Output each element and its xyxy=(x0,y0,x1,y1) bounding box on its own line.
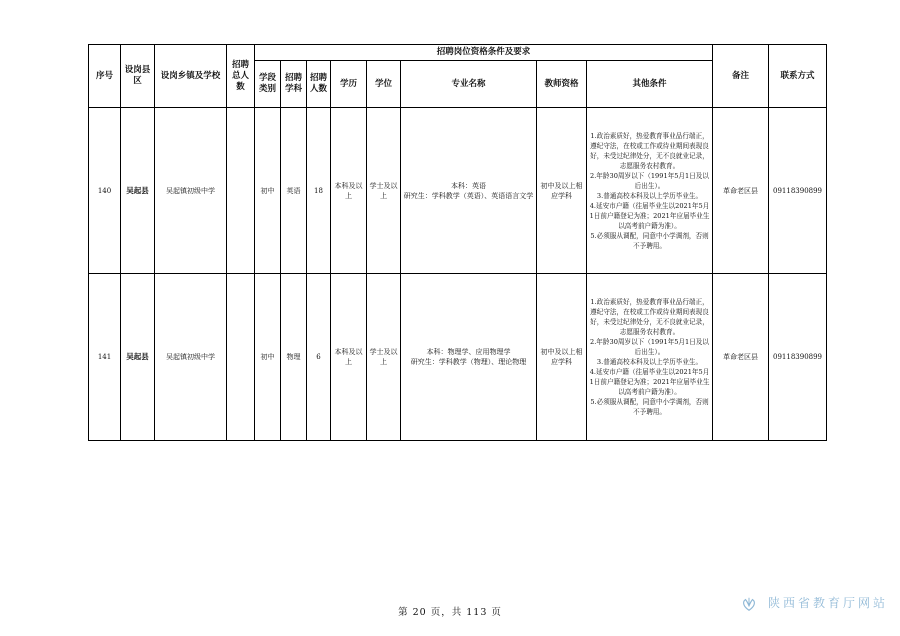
header-teacher-cert: 教师资格 xyxy=(537,61,587,108)
header-group: 招聘岗位资格条件及要求 xyxy=(255,45,713,61)
header-total: 招聘总人数 xyxy=(227,45,255,108)
cell-education: 本科及以上 xyxy=(331,108,367,274)
other-line: 3.普通高校本科及以上学历毕业生。 xyxy=(596,191,703,200)
cell-teacher-cert: 初中及以上相应学科 xyxy=(537,108,587,274)
cell-teacher-cert: 初中及以上相应学科 xyxy=(537,274,587,441)
cell-major xyxy=(401,108,537,274)
recruitment-table xyxy=(88,44,827,441)
cell-contact: 09118390899 xyxy=(769,274,827,441)
other-line: 1.政治素质好，热爱教育事业品行端正，遵纪守法，在校或工作或待业期间表现良好，未受过纪律处分，无不良就业记录，志愿服务农村教育。 xyxy=(590,131,709,170)
cell-school: 吴起镇初级中学 xyxy=(155,108,227,274)
major-line: 本科：物理学、应用物理学 xyxy=(426,348,511,356)
other-line: 3.普通高校本科及以上学历毕业生。 xyxy=(596,358,703,366)
cell-county: 吴起县 xyxy=(121,108,155,274)
other-line: 2.年龄30周岁以下（1991年5月1日及以后出生）。 xyxy=(590,171,709,190)
cell-stage: 初中 xyxy=(255,274,281,441)
cell-total xyxy=(227,274,255,441)
watermark-text: 陕西省教育厅网站 xyxy=(767,596,888,610)
header-subject: 招聘学科 xyxy=(281,61,307,108)
cell-total xyxy=(227,108,255,274)
cell-count: 18 xyxy=(307,108,331,274)
major-line: 研究生：学科教学（物理）、理论物理 xyxy=(410,358,527,366)
other-line: 4.延安市户籍（往届毕业生以2021年5月1日前户籍登记为准；2021年应届毕业生以高考前户籍为准）。 xyxy=(589,201,710,230)
header-contact: 联系方式 xyxy=(769,45,827,108)
cell-stage: 初中 xyxy=(255,108,281,274)
cell-degree: 学士及以上 xyxy=(367,108,401,274)
cell-count: 6 xyxy=(307,274,331,441)
header-stage: 学段类别 xyxy=(255,61,281,108)
header-education: 学历 xyxy=(331,61,367,108)
header-index: 序号 xyxy=(89,45,121,108)
page-footer: 第 20 页，共 113 页 xyxy=(398,607,502,618)
cell-remark: 革命老区县 xyxy=(713,274,769,441)
watermark xyxy=(740,594,888,612)
header-other: 其他条件 xyxy=(587,61,713,108)
header-remark: 备注 xyxy=(713,45,769,108)
other-line: 4.延安市户籍（往届毕业生以2021年5月1日前户籍登记为准；2021年应届毕业生以高考前户籍为准）。 xyxy=(589,368,710,396)
cell-remark: 革命老区县 xyxy=(713,108,769,274)
header-school: 设岗乡镇及学校 xyxy=(155,45,227,108)
other-line: 5.必须服从调配，同意中小学调剂，否则不予聘用。 xyxy=(590,398,709,416)
cell-index: 141 xyxy=(89,274,121,441)
header-count: 招聘人数 xyxy=(307,61,331,108)
cell-major xyxy=(401,274,537,441)
cell-contact: 09118390899 xyxy=(769,108,827,274)
cell-subject: 英语 xyxy=(281,108,307,274)
header-major: 专业名称 xyxy=(401,61,537,108)
table-row xyxy=(89,274,827,441)
cell-subject: 物理 xyxy=(281,274,307,441)
other-line: 1.政治素质好，热爱教育事业品行端正，遵纪守法，在校或工作或待业期间表现良好，未受过纪律处分，无不良就业记录，志愿服务农村教育。 xyxy=(590,298,709,336)
other-line: 2.年龄30周岁以下（1991年5月1日及以后出生）。 xyxy=(590,338,709,356)
other-line: 5.必须服从调配，同意中小学调剂，否则不予聘用。 xyxy=(590,231,709,250)
flower-logo-icon xyxy=(740,596,758,612)
cell-education: 本科及以上 xyxy=(331,274,367,441)
cell-other xyxy=(587,108,713,274)
cell-county: 吴起县 xyxy=(121,274,155,441)
major-line: 本科：英语 xyxy=(451,181,486,190)
header-county: 设岗县区 xyxy=(121,45,155,108)
cell-index: 140 xyxy=(89,108,121,274)
cell-other xyxy=(587,274,713,441)
table-row xyxy=(89,108,827,274)
header-degree: 学位 xyxy=(367,61,401,108)
major-line: 研究生：学科教学（英语）、英语语言文学 xyxy=(403,191,534,200)
cell-degree: 学士及以上 xyxy=(367,274,401,441)
cell-school: 吴起镇初级中学 xyxy=(155,274,227,441)
